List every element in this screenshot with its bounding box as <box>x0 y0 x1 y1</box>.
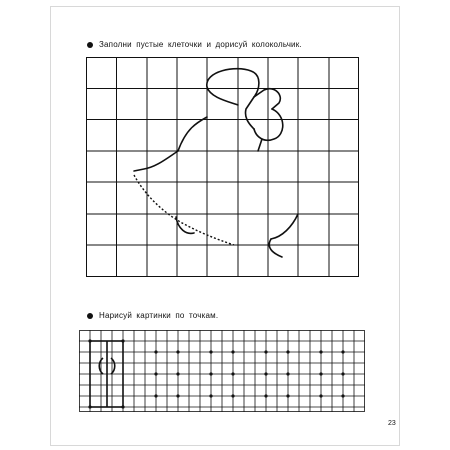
dot-drawing-grid <box>79 330 365 412</box>
workbook-page <box>50 6 400 446</box>
task-instruction-1-text: Заполни пустые клеточки и дорисуй колокольчик. <box>99 40 302 49</box>
task-instruction-1 <box>87 40 302 49</box>
bell-rim-dotted <box>134 175 234 245</box>
task-instruction-2-text: Нарисуй картинки по точкам. <box>99 311 219 320</box>
small-grid-lines <box>79 330 365 412</box>
bullet-icon <box>87 313 93 319</box>
task-instruction-2 <box>87 311 218 320</box>
bullet-icon <box>87 42 93 48</box>
bell-drawing-grid <box>86 57 359 277</box>
page-number: 23 <box>388 420 396 427</box>
bell-outline <box>134 69 298 257</box>
grid-lines <box>86 57 359 277</box>
